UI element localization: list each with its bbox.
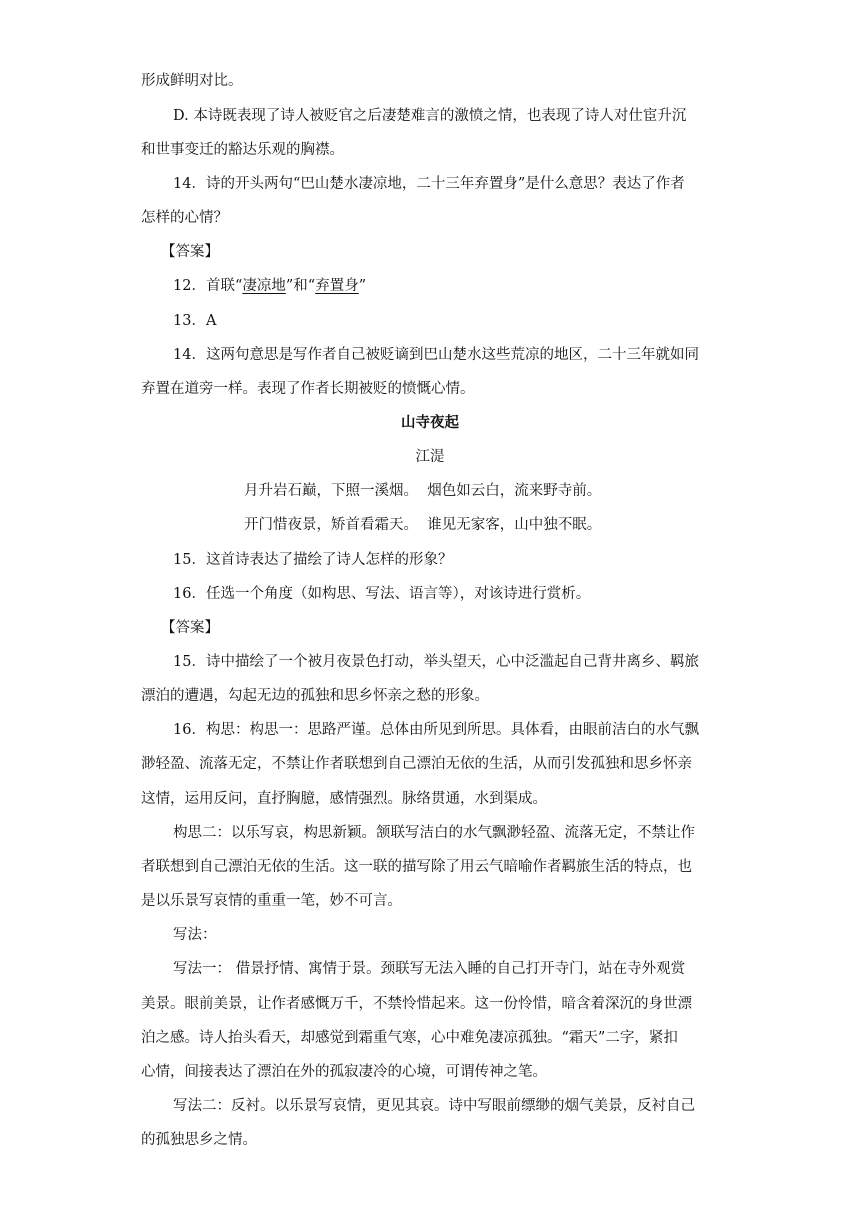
answer-14-line: 14．这两句意思是写作者自己被贬谪到巴山楚水这些荒凉的地区，二十三年就如同 xyxy=(173,347,699,363)
underlined-phrase: 弃置身 xyxy=(315,278,359,294)
text-line: 的孤独思乡之情。 xyxy=(141,1132,257,1148)
text-line: 和世事变迁的豁达乐观的胸襟。 xyxy=(141,142,344,158)
option-d-line: D. 本诗既表现了诗人被贬官之后凄楚难言的激愤之情，也表现了诗人对仕宦升沉 xyxy=(173,108,687,124)
text-line: 是以乐景写哀情的重重一笔，妙不可言。 xyxy=(141,893,402,909)
technique-heading: 写法： xyxy=(173,927,217,943)
text-line: 弃置在道旁一样。表现了作者长期被贬的愤慨心情。 xyxy=(141,381,475,397)
question-15-line: 15．这首诗表达了描绘了诗人怎样的形象？ xyxy=(173,552,453,568)
technique-1-line: 写法一： 借景抒情、寓情于景。颈联写无法入睡的自己打开寺门，站在寺外观赏 xyxy=(173,961,686,977)
text-line: 者联想到自己漂泊无依的生活。这一联的描写除了用云气暗喻作者羁旅生活的特点，也 xyxy=(141,859,692,875)
text-line: 怎样的心情？ xyxy=(141,210,228,226)
text-line: 形成鲜明对比。 xyxy=(141,73,243,89)
answer-12-suffix: ” xyxy=(358,278,367,294)
text-line: 漂泊的遭遇，勾起无边的孤独和思乡怀亲之愁的形象。 xyxy=(141,688,489,704)
answer-heading: 【答案】 xyxy=(161,244,219,260)
poem-title: 山寺夜起 xyxy=(401,414,459,431)
poem-author: 江湜 xyxy=(415,449,445,465)
answer-15-line: 15．诗中描绘了一个被月夜景色打动，举头望天，心中泛滥起自己背井离乡、羁旅 xyxy=(173,654,699,670)
text-line: 心情，间接表达了漂泊在外的孤寂凄冷的心境，可谓传神之笔。 xyxy=(141,1064,547,1080)
question-16-line: 16．任选一个角度（如构思、写法、语言等），对该诗进行赏析。 xyxy=(173,586,591,602)
answer-12-mid: ”和“ xyxy=(285,278,316,294)
answer-12-prefix: 12．首联“ xyxy=(173,278,243,294)
concept-2-line: 构思二：以乐写哀，构思新颖。颔联写洁白的水气飘渺轻盈、流落无定，不禁让作 xyxy=(173,825,695,841)
text-line: 渺轻盈、流落无定，不禁让作者联想到自己漂泊无依的生活，从而引发孤独和思乡怀亲 xyxy=(141,756,692,772)
technique-2-line: 写法二：反衬。以乐景写哀情，更见其哀。诗中写眼前缥缈的烟气美景，反衬自己 xyxy=(173,1098,695,1114)
poem-line: 开门惜夜景，矫首看霜天。 谁见无家客，山中独不眠。 xyxy=(244,517,602,533)
underlined-phrase: 凄凉地 xyxy=(242,278,286,294)
question-14-line: 14．诗的开头两句“巴山楚水凄凉地，二十三年弃置身”是什么意思？表达了作者 xyxy=(173,176,685,192)
answer-12-line xyxy=(141,269,721,303)
answer-16-line: 16．构思：构思一：思路严谨。总体由所见到所思。具体看，由眼前洁白的水气飘 xyxy=(173,722,699,738)
poem-line: 月升岩石巅，下照一溪烟。 烟色如云白，流来野寺前。 xyxy=(244,483,602,499)
answer-heading: 【答案】 xyxy=(161,620,219,636)
text-line: 美景。眼前美景，让作者感慨万千，不禁怜惜起来。这一份怜惜，暗含着深沉的身世漂 xyxy=(141,996,692,1012)
text-line: 泊之感。诗人抬头看天，却感觉到霜重气寒，心中难免凄凉孤独。“霜天”二字，紧扣 xyxy=(141,1030,678,1046)
answer-13-line: 13．A xyxy=(173,313,217,329)
text-line: 这情，运用反问，直抒胸臆，感情强烈。脉络贯通，水到渠成。 xyxy=(141,791,547,807)
